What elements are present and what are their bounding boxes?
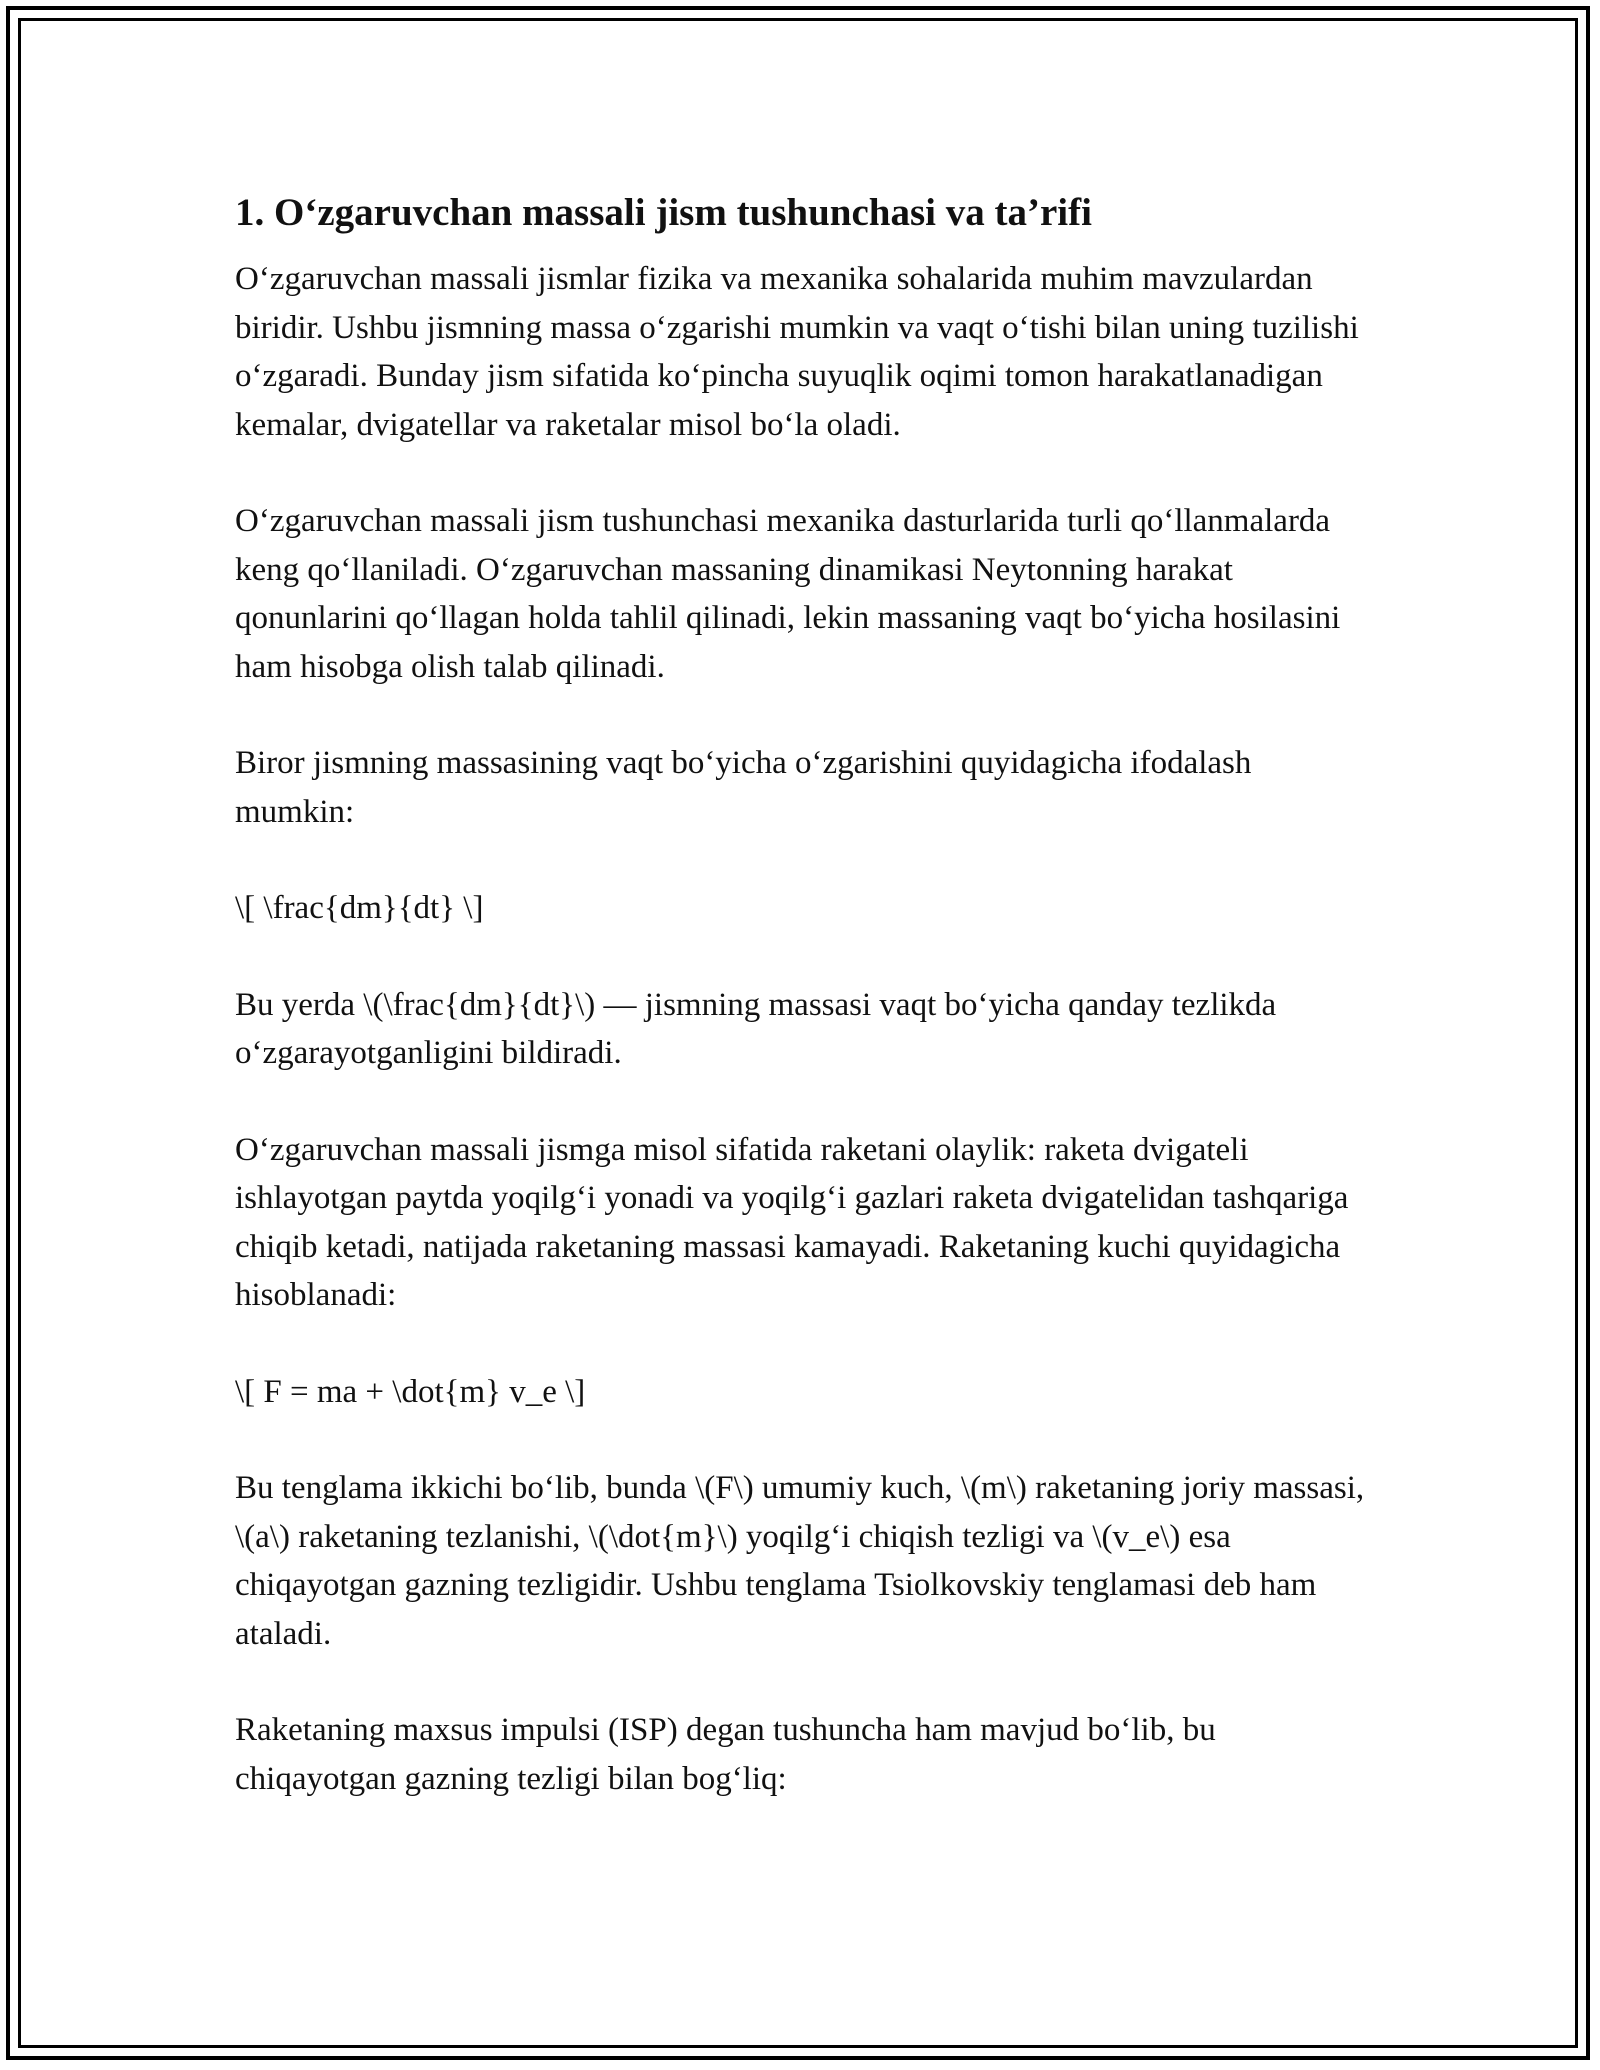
paragraph-dm-dt-explanation: Bu yerda \(\frac{dm}{dt}\) — jismning massasi vaqt bo‘yicha qanday tezlikda o‘zgarayotganligini bildiradi. — [235, 986, 1277, 1071]
paragraph-equation-terms: Bu tenglama ikkichi bo‘lib, bunda \(F\) umumiy kuch, \(m\) raketaning joriy massasi, \(a\) raketaning tezlanishi, \(\dot{m}\) yoqilg‘i chiqish tezligi va \(v_e\) esa chiqayotgan gazning tezligidir. Ushbu tenglama Tsiolkovskiy tenglamasi deb ham ataladi. — [235, 1470, 1365, 1652]
document-body — [235, 185, 1375, 1851]
paragraph-intro: O‘zgaruvchan massali jismlar fizika va mexanika sohalarida muhim mavzulardan biridir. Ushbu jismning massa o‘zgarishi mumkin va vaqt o‘tishi bilan uning tuzilishi o‘zgaradi. Bunday jism sifatida ko‘pincha suyuqlik oqimi tomon harakatlanadigan kemalar, dvigatellar va raketalar misol bo‘la oladi. — [235, 261, 1359, 443]
paragraph-dynamics: O‘zgaruvchan massali jism tushunchasi mexanika dasturlarida turli qo‘llanmalarda keng qo‘llaniladi. O‘zgaruvchan massaning dinamikasi Neytonning harakat qonunlarini qo‘llagan holda tahlil qilinadi, lekin massaning vaqt bo‘yicha hosilasini ham hisobga olish talab qilinadi. — [235, 503, 1341, 685]
paragraph-mass-change: Biror jismning massasining vaqt bo‘yicha o‘zgarishini quyidagicha ifodalash mumkin: — [235, 745, 1252, 830]
section-heading: 1. O‘zgaruvchan massali jism tushunchasi va ta’rifi — [235, 191, 1092, 234]
formula-dm-dt: \[ \frac{dm}{dt} \] — [235, 890, 484, 926]
paragraph-rocket-example: O‘zgaruvchan massali jismga misol sifatida raketani olaylik: raketa dvigateli ishlayotgan paytda yoqilg‘i yonadi va yoqilg‘i gazlari raketa dvigatelidan tashqariga chiqib ketadi, natijada raketaning massasi kamayadi. Raketaning kuchi quyidagicha hisoblanadi: — [235, 1131, 1349, 1313]
formula-force: \[ F = ma + \dot{m} v_e \] — [235, 1373, 586, 1410]
paragraph-isp: Raketaning maxsus impulsi (ISP) degan tushuncha ham mavjud bo‘lib, bu chiqayotgan gazning tezligi bilan bog‘liq: — [235, 1712, 1216, 1797]
